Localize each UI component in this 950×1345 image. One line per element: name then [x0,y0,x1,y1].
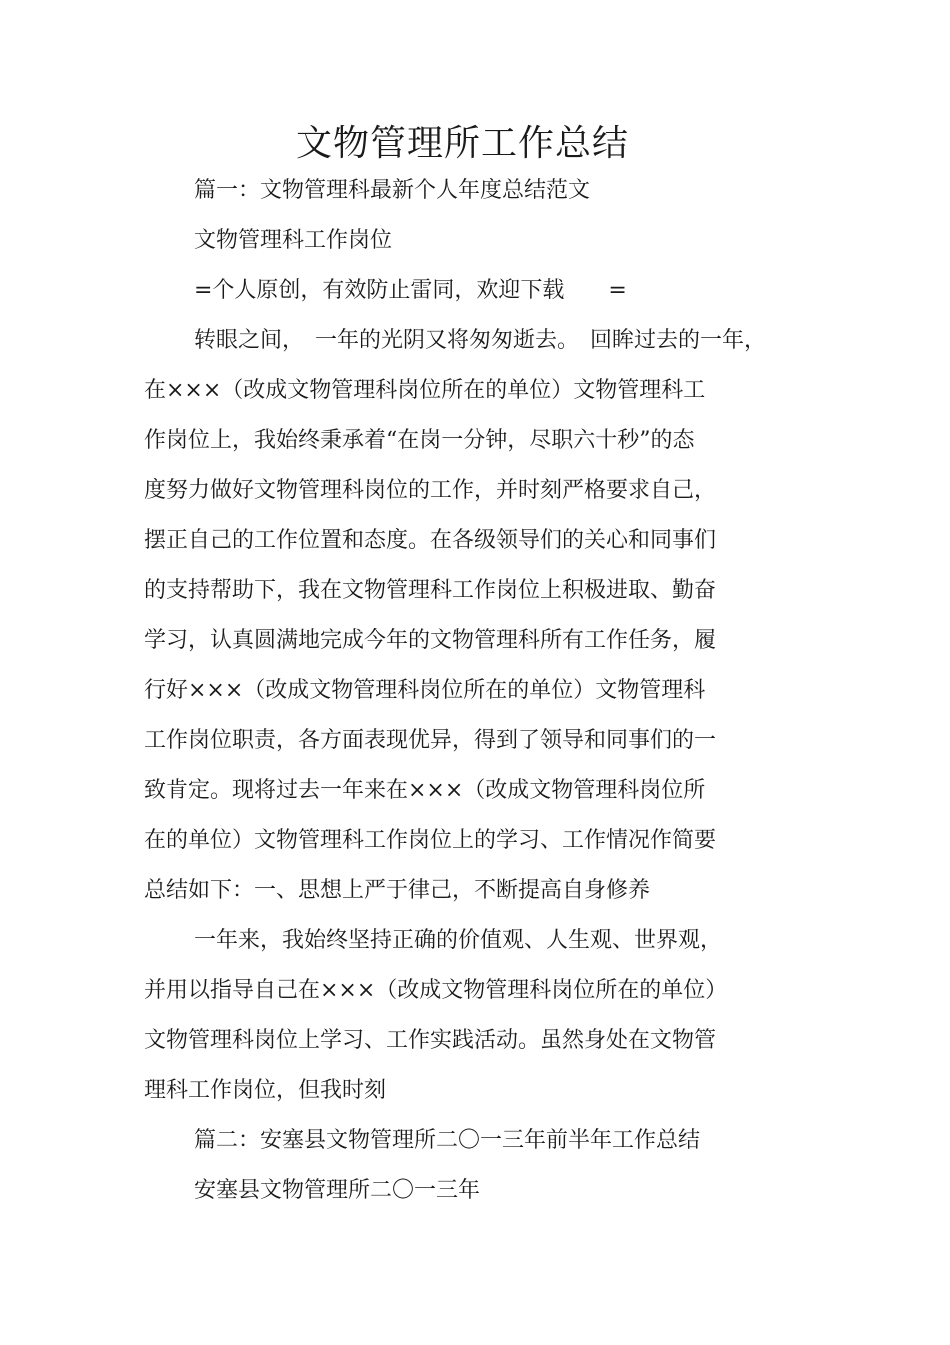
text-line: 理科工作岗位，但我时刻 [144,1078,387,1103]
text-line: 篇二：安塞县文物管理所二〇一三年前半年工作总结 [194,1128,701,1153]
text-line: 工作岗位职责，各方面表现优异，得到了领导和同事们的一 [144,728,717,753]
text-line: 转眼之间， 一年的光阴又将匆匆逝去。 回眸过去的一年， [194,328,767,353]
text-line: 一年来，我始终坚持正确的价值观、人生观、世界观， [194,928,723,953]
text-line: 在×××（改成文物管理科岗位所在的单位）文物管理科工 [144,378,706,403]
text-line: 的支持帮助下，我在文物管理科工作岗位上积极进取、勤奋 [144,578,717,603]
text-line: 摆正自己的工作位置和态度。在各级领导们的关心和同事们 [144,528,717,553]
text-line: 文物管理科工作岗位 [194,228,393,253]
text-line: 行好×××（改成文物管理科岗位所在的单位）文物管理科 [144,678,706,703]
text-line: 并用以指导自己在×××（改成文物管理科岗位所在的单位） [144,978,728,1003]
text-line: 度努力做好文物管理科岗位的工作，并时刻严格要求自己， [144,478,717,503]
text-line: 作岗位上，我始终秉承着“在岗一分钟，尽职六十秒”的态 [144,428,695,453]
text-line: 学习，认真圆满地完成今年的文物管理科所有工作任务，履 [144,628,717,653]
text-line: 总结如下：一、思想上严于律己，不断提高自身修养 [144,878,651,903]
text-line: =个人原创，有效防止雷同，欢迎下载 = [194,278,627,303]
text-line: 文物管理科岗位上学习、工作实践活动。虽然身处在文物管 [144,1028,717,1053]
text-line: 致肯定。现将过去一年来在×××（改成文物管理科岗位所 [144,778,706,803]
text-line: 篇一：文物管理科最新个人年度总结范文 [194,178,591,203]
text-line: 安塞县文物管理所二〇一三年 [194,1178,481,1203]
page-title: 文物管理所工作总结 [295,123,629,164]
text-line: 在的单位）文物管理科工作岗位上的学习、工作情况作简要 [144,828,717,853]
